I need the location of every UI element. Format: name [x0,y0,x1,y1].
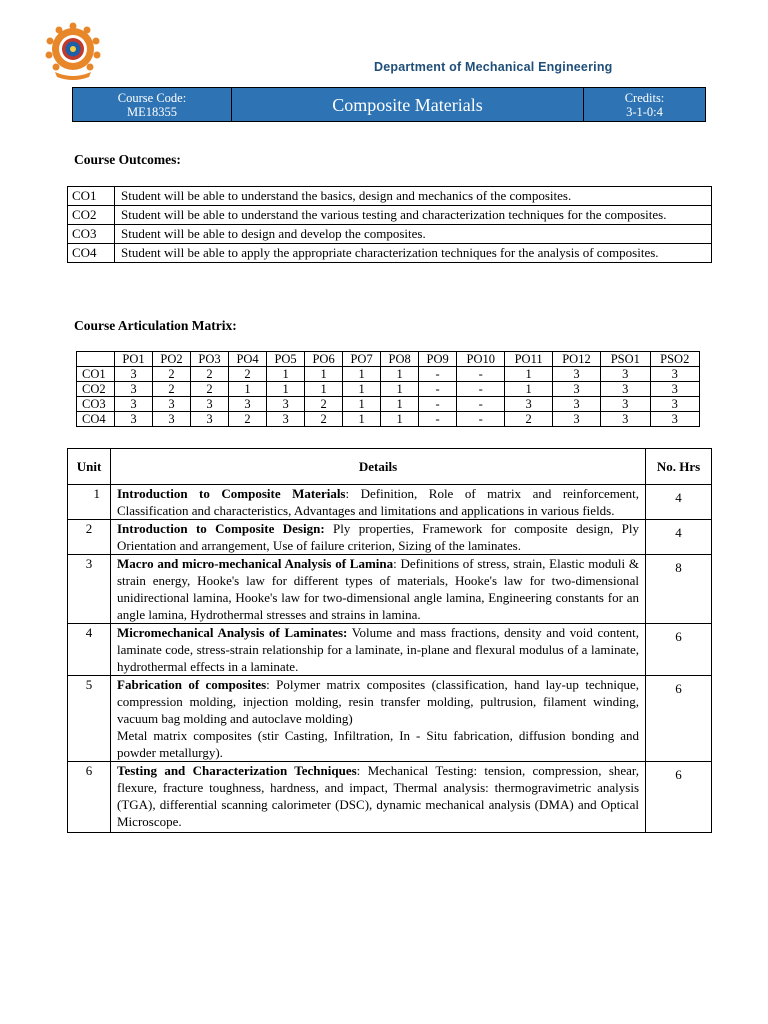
course-header [72,87,706,122]
matrix-cell: 3 [153,397,191,412]
matrix-row-label: CO1 [77,367,115,382]
outcomes-heading: Course Outcomes: [74,152,181,167]
matrix-col-header: PSO1 [601,352,650,367]
matrix-cell: 1 [267,367,305,382]
matrix-cell: 2 [191,367,229,382]
matrix-col-header: PO4 [229,352,267,367]
unit-title: Introduction to Composite Materials [117,486,346,501]
matrix-cell: - [457,382,505,397]
matrix-cell: 2 [153,367,191,382]
unit-title: Testing and Characterization Techniques [117,763,357,778]
matrix-cell: 1 [505,382,552,397]
unit-details [111,676,646,762]
table-row [77,412,700,427]
matrix-cell: - [457,412,505,427]
matrix-cell: - [419,397,457,412]
matrix-cell: - [419,382,457,397]
unit-body: : Definitions of stress, strain, Elastic moduli & strain energy, Hooke's law for different types of materials, Hooke's law for two-dimensional unidirectional lamina, Hooke's law for two-dimensional angle lamina, Engineering constants for an angle lamina, Hydrothermal stresses and strains in lamina. [117,556,639,622]
table-row [68,624,712,676]
matrix-cell: - [457,367,505,382]
matrix-cell: 1 [343,397,381,412]
outcome-text: Student will be able to design and develop the composites. [115,225,712,244]
matrix-cell: 2 [305,397,343,412]
table-row [68,225,712,244]
matrix-cell: 1 [343,367,381,382]
articulation-matrix [76,351,700,427]
course-title: Composite Materials [232,88,584,122]
table-row [68,676,712,762]
matrix-cell: 1 [267,382,305,397]
matrix-cell: 3 [191,397,229,412]
hours-column-header: No. Hrs [646,449,712,485]
matrix-col-header: PO1 [115,352,153,367]
table-row [68,485,712,520]
matrix-col-header: PO10 [457,352,505,367]
unit-title: Micromechanical Analysis of Laminates: [117,625,348,640]
unit-title: Fabrication of composites [117,677,267,692]
table-row [68,555,712,624]
matrix-cell: 3 [115,382,153,397]
unit-number: 2 [68,520,111,555]
outcome-text: Student will be able to understand the various testing and characterization techniques for the composites. [115,206,712,225]
unit-number: 4 [68,624,111,676]
department-name: Department of Mechanical Engineering [374,60,613,74]
outcome-code: CO4 [68,244,115,263]
matrix-cell: - [419,367,457,382]
matrix-cell: 3 [601,397,650,412]
matrix-col-header: PO8 [381,352,419,367]
matrix-cell: 1 [381,397,419,412]
matrix-cell: 3 [267,397,305,412]
unit-details [111,555,646,624]
unit-hours: 6 [646,624,712,676]
matrix-col-header: PO12 [552,352,600,367]
unit-details [111,762,646,833]
credits-label: Credits: [624,90,665,105]
matrix-cell: - [457,397,505,412]
matrix-col-header: PO9 [419,352,457,367]
unit-column-header: Unit [68,449,111,485]
table-row [68,244,712,263]
course-code-label: Course Code: [117,90,187,105]
unit-hours: 8 [646,555,712,624]
matrix-cell: 3 [115,412,153,427]
outcome-text: Student will be able to understand the basics, design and mechanics of the composites. [115,187,712,206]
credits-value: 3-1-0:4 [626,104,663,119]
matrix-cell: 3 [650,397,700,412]
unit-body: : Definition, Role of matrix and reinforcement, Classification and characteristics, Advantages and limitations and applications in various fields. [117,486,639,518]
unit-title: Introduction to Composite Design: [117,521,325,536]
matrix-cell: 2 [305,412,343,427]
matrix-cell: 3 [115,397,153,412]
matrix-cell: 1 [305,382,343,397]
outcome-code: CO3 [68,225,115,244]
matrix-header-row [77,352,700,367]
matrix-cell: 2 [229,367,267,382]
matrix-cell: 3 [601,412,650,427]
course-code: ME18355 [127,104,177,119]
matrix-col-header: PO5 [267,352,305,367]
unit-details [111,624,646,676]
table-row [77,367,700,382]
unit-hours: 4 [646,485,712,520]
unit-title: Macro and micro-mechanical Analysis of Lamina [117,556,394,571]
details-column-header: Details [111,449,646,485]
unit-details [111,485,646,520]
matrix-heading: Course Articulation Matrix: [74,318,237,333]
matrix-cell: 3 [650,412,700,427]
table-row [77,382,700,397]
matrix-cell: - [419,412,457,427]
matrix-cell: 1 [381,367,419,382]
matrix-cell: 2 [153,382,191,397]
matrix-cell: 3 [601,382,650,397]
table-row [77,397,700,412]
table-row [68,520,712,555]
matrix-cell: 3 [552,397,600,412]
matrix-row-label: CO4 [77,412,115,427]
matrix-corner [77,352,115,367]
matrix-cell: 1 [343,382,381,397]
matrix-row-label: CO3 [77,397,115,412]
matrix-cell: 2 [191,382,229,397]
course-code-cell [73,88,232,122]
matrix-row-label: CO2 [77,382,115,397]
syllabus-header-row [68,449,712,485]
matrix-cell: 3 [552,412,600,427]
unit-hours: 6 [646,676,712,762]
unit-number: 6 [68,762,111,833]
unit-hours: 6 [646,762,712,833]
matrix-cell: 3 [552,367,600,382]
matrix-cell: 3 [229,397,267,412]
matrix-cell: 3 [267,412,305,427]
matrix-col-header: PSO2 [650,352,700,367]
matrix-cell: 3 [115,367,153,382]
outcome-text: Student will be able to apply the appropriate characterization techniques for the analysis of composites. [115,244,712,263]
unit-body: : Mechanical Testing: tension, compression, shear, flexure, fracture toughness, hardness, and impact, Thermal analysis: thermogravimetric analysis (TGA), differential scanning calorimeter (DSC), dynamic mechanical analysis (DMA) and Optical Microscope. [117,763,639,829]
matrix-col-header: PO11 [505,352,552,367]
unit-body: Volume and mass fractions, density and void content, laminate code, stress-strain relationship for a laminate, in-plane and flexural modulus of a laminate, hydrothermal effects in a laminate. [117,625,639,674]
table-row [68,187,712,206]
credits-cell [584,88,706,122]
unit-number: 5 [68,676,111,762]
matrix-cell: 1 [229,382,267,397]
unit-hours: 4 [646,520,712,555]
matrix-cell: 2 [505,412,552,427]
outcome-code: CO1 [68,187,115,206]
institute-seal-icon [43,22,103,82]
matrix-cell: 1 [343,412,381,427]
matrix-col-header: PO6 [305,352,343,367]
unit-body: : Polymer matrix composites (classification, hand lay-up technique, compression molding, injection molding, resin transfer molding, pultrusion, filament winding, vacuum bag molding and autoclave molding) [117,677,640,726]
unit-number: 3 [68,555,111,624]
matrix-cell: 3 [601,367,650,382]
unit-body-extra: Metal matrix composites (stir Casting, Infiltration, In - Situ fabrication, diffusion bonding and powder metallurgy). [117,728,639,760]
matrix-col-header: PO2 [153,352,191,367]
table-row [68,206,712,225]
matrix-col-header: PO7 [343,352,381,367]
matrix-cell: 3 [552,382,600,397]
matrix-cell: 1 [505,367,552,382]
unit-details [111,520,646,555]
unit-number: 1 [68,485,111,520]
matrix-cell: 3 [191,412,229,427]
matrix-cell: 1 [381,382,419,397]
unit-body: Ply properties, Framework for composite design, Ply Orientation and arrangement, Use of failure criterion, Sizing of the laminates. [117,521,639,553]
matrix-cell: 2 [229,412,267,427]
matrix-cell: 1 [381,412,419,427]
matrix-col-header: PO3 [191,352,229,367]
syllabus-table [67,448,712,833]
matrix-cell: 3 [505,397,552,412]
matrix-cell: 3 [153,412,191,427]
outcome-code: CO2 [68,206,115,225]
matrix-cell: 1 [305,367,343,382]
table-row [68,762,712,833]
matrix-cell: 3 [650,382,700,397]
outcomes-table [67,186,712,263]
matrix-cell: 3 [650,367,700,382]
